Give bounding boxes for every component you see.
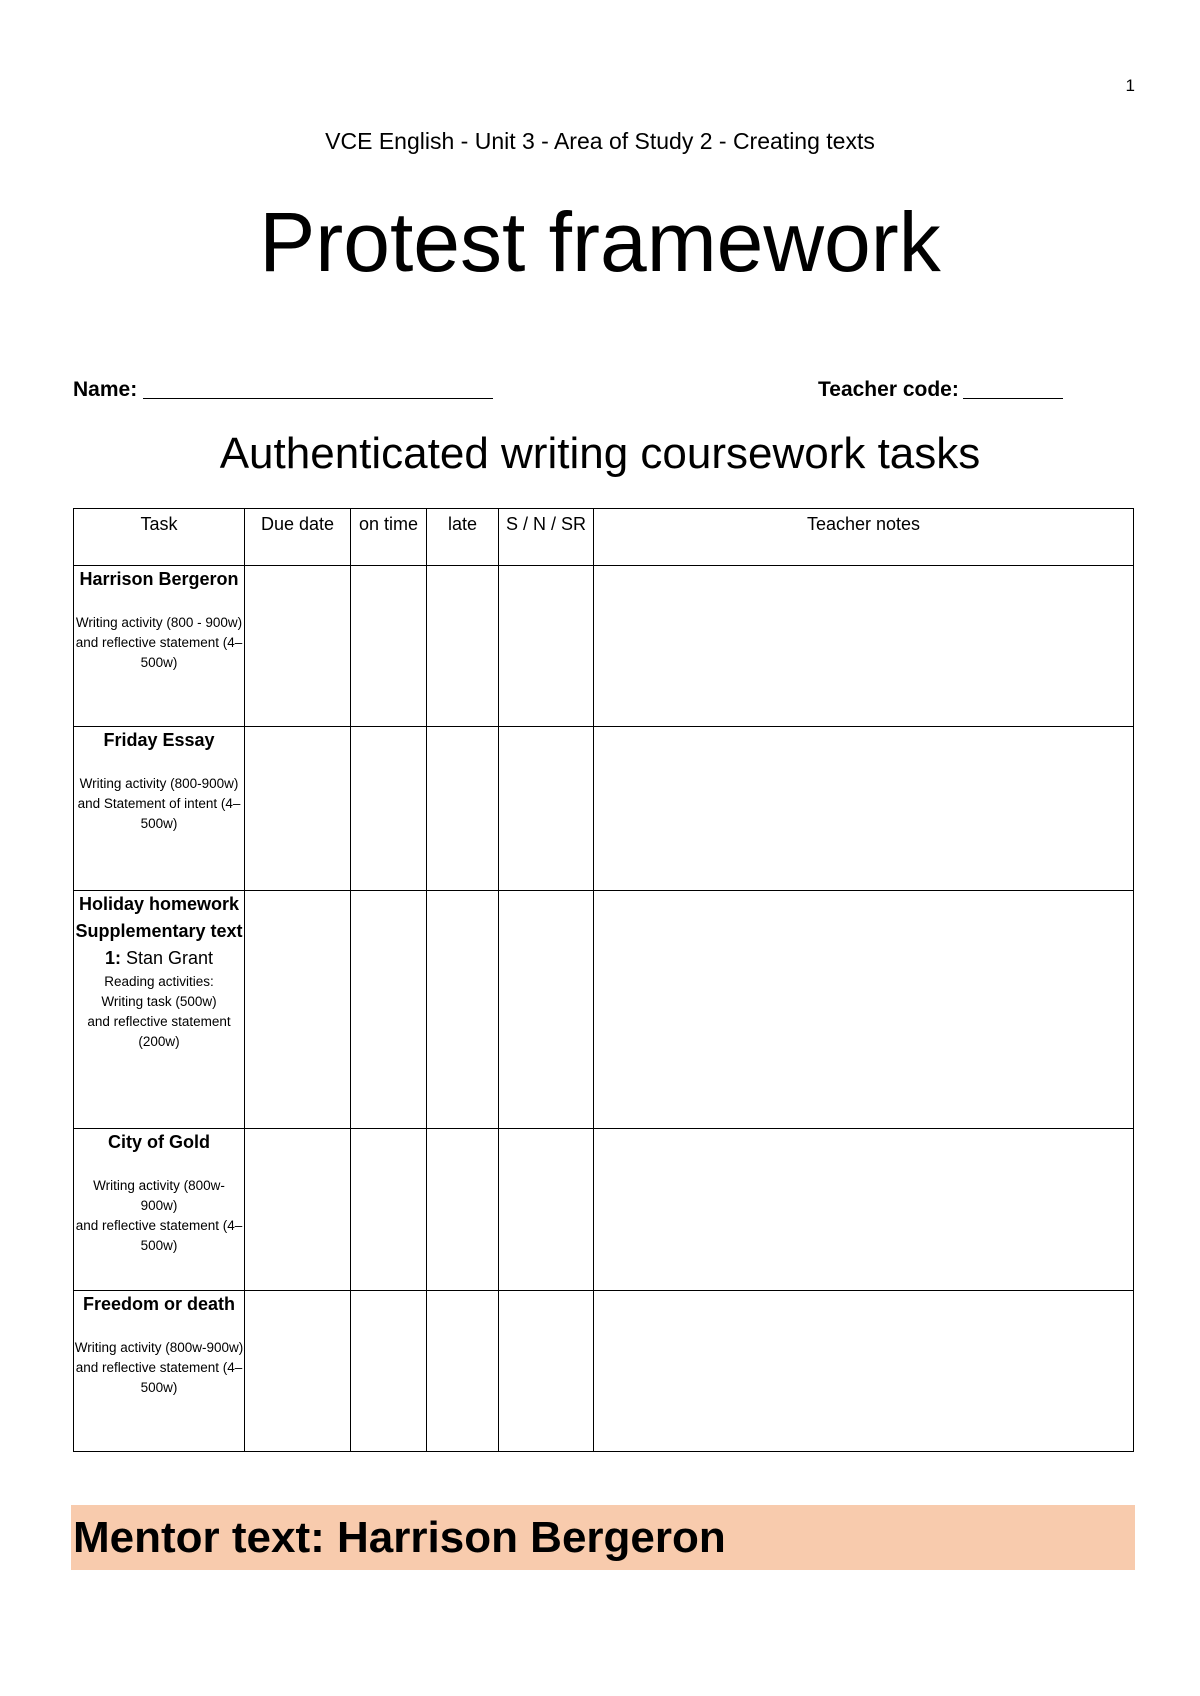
late-cell bbox=[427, 891, 499, 1129]
task-cell bbox=[74, 1291, 245, 1452]
task-description: Reading activities: bbox=[104, 974, 214, 989]
spacer bbox=[74, 754, 244, 774]
table-row bbox=[74, 1129, 1134, 1291]
status-cell bbox=[499, 727, 594, 891]
table-row bbox=[74, 891, 1134, 1129]
task-title bbox=[74, 891, 244, 972]
teacher-code-field bbox=[818, 378, 1063, 402]
teacher-code-blank-line bbox=[963, 380, 1063, 399]
table-row bbox=[74, 1291, 1134, 1452]
status-cell bbox=[499, 1291, 594, 1452]
table-row bbox=[74, 727, 1134, 891]
table-row bbox=[74, 566, 1134, 727]
on-time-cell bbox=[351, 727, 427, 891]
teacher-notes-cell bbox=[594, 1291, 1134, 1452]
task-title: City of Gold bbox=[108, 1132, 210, 1152]
header-teacher-notes: Teacher notes bbox=[594, 509, 1134, 566]
spacer bbox=[74, 593, 244, 613]
on-time-cell bbox=[351, 891, 427, 1129]
name-blank-line bbox=[143, 380, 493, 399]
late-cell bbox=[427, 1291, 499, 1452]
task-title: Freedom or death bbox=[82, 1294, 236, 1314]
task-description: and reflective statement (4–500w) bbox=[75, 1218, 243, 1253]
task-title: Harrison Bergeron bbox=[79, 569, 239, 589]
due-date-cell bbox=[245, 1129, 351, 1291]
status-cell bbox=[499, 566, 594, 727]
due-date-cell bbox=[245, 891, 351, 1129]
task-title: Friday Essay bbox=[103, 730, 215, 750]
task-cell bbox=[74, 566, 245, 727]
late-cell bbox=[427, 727, 499, 891]
task-cell bbox=[74, 727, 245, 891]
header-due-date: Due date bbox=[245, 509, 351, 566]
teacher-notes-cell bbox=[594, 727, 1134, 891]
header-late: late bbox=[427, 509, 499, 566]
due-date-cell bbox=[245, 727, 351, 891]
name-field bbox=[73, 378, 493, 402]
due-date-cell bbox=[245, 566, 351, 727]
task-title-bold: Holiday homework Supplementary text 1: bbox=[75, 894, 243, 968]
status-cell bbox=[499, 891, 594, 1129]
task-cell bbox=[74, 891, 245, 1129]
teacher-code-label: Teacher code: bbox=[818, 378, 959, 401]
teacher-notes-cell bbox=[594, 566, 1134, 727]
spacer bbox=[74, 1156, 244, 1176]
coursework-tasks-table bbox=[73, 508, 1134, 1452]
task-description: and reflective statement (200w) bbox=[87, 1014, 231, 1049]
task-description: and Statement of intent (4–500w) bbox=[77, 796, 241, 831]
task-description: and reflective statement (4–500w) bbox=[75, 1360, 243, 1395]
mentor-text-banner: Mentor text: Harrison Bergeron bbox=[71, 1505, 1135, 1570]
task-description: Writing activity (800w-900w) bbox=[74, 1340, 244, 1355]
name-label: Name: bbox=[73, 378, 138, 401]
header-status: S / N / SR bbox=[499, 509, 594, 566]
table-header-row bbox=[74, 509, 1134, 566]
on-time-cell bbox=[351, 566, 427, 727]
page-number: 1 bbox=[1125, 76, 1135, 95]
header-on-time: on time bbox=[351, 509, 427, 566]
task-description: and reflective statement (4–500w) bbox=[75, 635, 243, 670]
late-cell bbox=[427, 566, 499, 727]
header-task: Task bbox=[74, 509, 245, 566]
section-heading: Authenticated writing coursework tasks bbox=[219, 429, 981, 478]
on-time-cell bbox=[351, 1291, 427, 1452]
on-time-cell bbox=[351, 1129, 427, 1291]
task-description: Writing activity (800w- 900w) bbox=[93, 1178, 225, 1213]
teacher-notes-cell bbox=[594, 1129, 1134, 1291]
subtitle: VCE English - Unit 3 - Area of Study 2 - Creating texts bbox=[325, 128, 875, 154]
status-cell bbox=[499, 1129, 594, 1291]
task-cell bbox=[74, 1129, 245, 1291]
task-description: Writing activity (800-900w) bbox=[79, 776, 239, 791]
task-description: Writing activity (800 - 900w) bbox=[75, 615, 243, 630]
teacher-notes-cell bbox=[594, 891, 1134, 1129]
spacer bbox=[74, 1318, 244, 1338]
late-cell bbox=[427, 1129, 499, 1291]
page-title: Protest framework bbox=[259, 195, 941, 289]
task-title-extra: Stan Grant bbox=[120, 948, 214, 968]
task-description: Writing task (500w) bbox=[101, 994, 217, 1009]
due-date-cell bbox=[245, 1291, 351, 1452]
